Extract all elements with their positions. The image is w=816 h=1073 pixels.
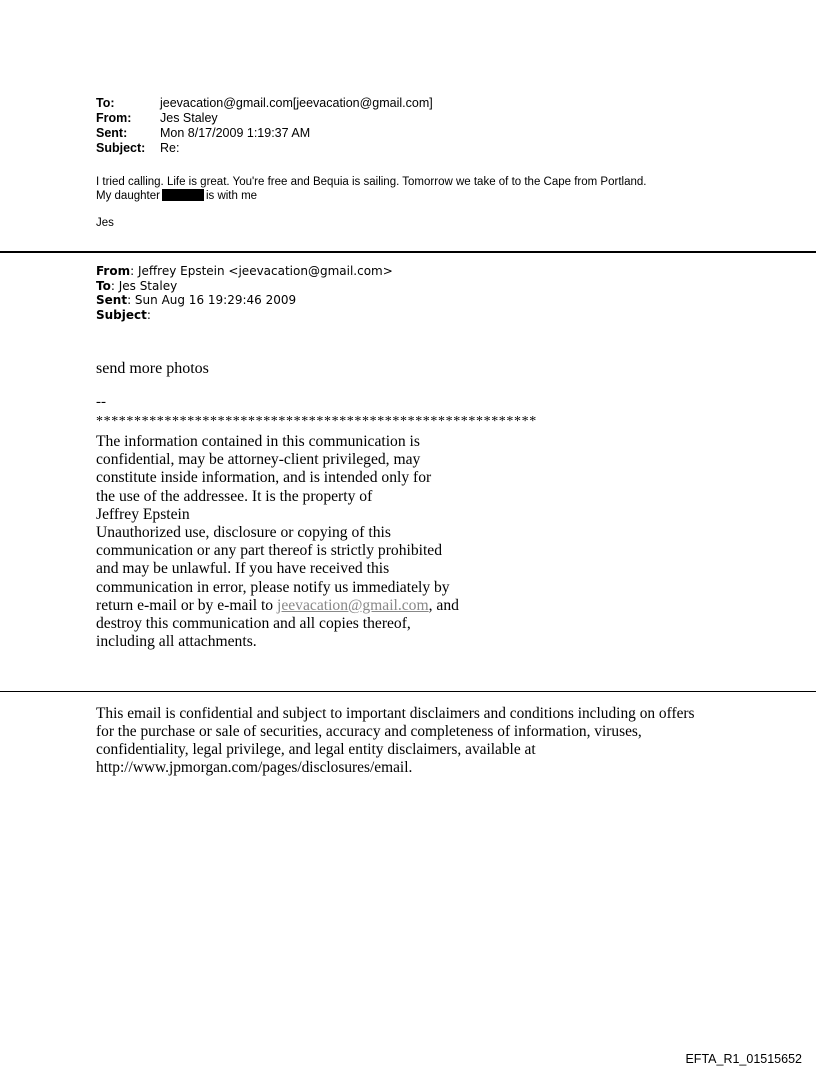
disclaimer-line: communication in error, please notify us immediately by <box>96 578 450 596</box>
orig-sent-label: Sent <box>96 293 128 307</box>
orig-subject-value: : <box>146 307 151 322</box>
footer-line: This email is confidential and subject to important disclaimers and conditions including on offers <box>96 705 695 722</box>
disclaimer-line: including all attachments. <box>96 633 257 651</box>
disclaimer-line: and may be unlawful. If you have received this <box>96 560 390 578</box>
disclaimer-line: constitute inside information, and is intended only for <box>96 469 432 487</box>
email-link[interactable]: jeevacation@gmail.com <box>277 596 429 614</box>
disclaimer-line: destroy this communication and all copies thereof, <box>96 615 411 633</box>
section-divider <box>0 251 816 253</box>
orig-to-value: : Jes Staley <box>110 278 178 293</box>
signature-dashes: -- <box>96 394 106 410</box>
orig-from-value: : Jeffrey Epstein <jeevacation@gmail.com> <box>130 264 393 278</box>
orig-to-row <box>96 279 393 294</box>
document-id: EFTA_R1_01515652 <box>685 1052 802 1066</box>
sent-label: Sent: <box>96 126 128 140</box>
to-label: To: <box>96 96 115 110</box>
sent-row <box>96 126 433 141</box>
footer-line: http://www.jpmorgan.com/pages/disclosures/email. <box>96 759 413 776</box>
disclaimer-line: Unauthorized use, disclosure or copying of this <box>96 524 391 542</box>
disclaimer-link-line <box>96 597 516 615</box>
reply-line-1: I tried calling. Life is great. You're free and Bequia is sailing. Tomorrow we take of to the Cape from Portland. <box>96 176 647 188</box>
to-value: jeevacation@gmail.com[jeevacation@gmail.com] <box>160 96 433 110</box>
subject-value: Re: <box>160 141 180 155</box>
from-value: Jes Staley <box>160 111 218 125</box>
original-header <box>96 264 393 322</box>
disclaimer-line: confidential, may be attorney-client privileged, may <box>96 451 421 469</box>
reply-signature: Jes <box>96 217 114 229</box>
asterisk-separator: ********************************************************** <box>96 414 537 429</box>
disclaimer-link-suffix: , and <box>428 596 459 614</box>
disclaimer-link-prefix: return e-mail or by e-mail to <box>96 596 277 614</box>
subject-label: Subject: <box>96 141 146 155</box>
orig-sent-value: : Sun Aug 16 19:29:46 2009 <box>127 293 297 307</box>
footer-line: confidentiality, legal privilege, and legal entity disclaimers, available at <box>96 741 536 758</box>
jpmorgan-footer <box>96 705 736 777</box>
disclaimer-line: the use of the addressee. It is the property of <box>96 487 373 505</box>
disclaimer-line: The information contained in this communication is <box>96 433 420 450</box>
from-row <box>96 111 433 126</box>
orig-subject-label: Subject <box>96 307 147 322</box>
reply-line-2-end: is with me <box>205 190 258 202</box>
orig-sent-row <box>96 293 393 308</box>
disclaimer-line: Jeffrey Epstein <box>96 505 190 523</box>
footer-divider <box>0 691 816 692</box>
from-label: From: <box>96 111 132 125</box>
to-row <box>96 96 433 111</box>
orig-from-label: From <box>96 264 131 278</box>
disclaimer-line: communication or any part thereof is strictly prohibited <box>96 542 443 560</box>
sent-value: Mon 8/17/2009 1:19:37 AM <box>160 126 311 140</box>
confidentiality-disclaimer <box>96 433 516 651</box>
redaction-block <box>162 189 204 201</box>
orig-from-row <box>96 264 393 279</box>
orig-subject-row <box>96 308 393 323</box>
reply-line-2 <box>96 189 646 203</box>
original-message: send more photos <box>96 360 209 377</box>
reply-line-2-start: My daughter <box>96 190 160 202</box>
footer-line: for the purchase or sale of securities, accuracy and completeness of information, viruses, <box>96 723 642 740</box>
subject-row <box>96 141 433 156</box>
orig-to-label: To <box>96 278 111 293</box>
reply-header <box>96 96 433 156</box>
reply-body <box>96 175 646 203</box>
